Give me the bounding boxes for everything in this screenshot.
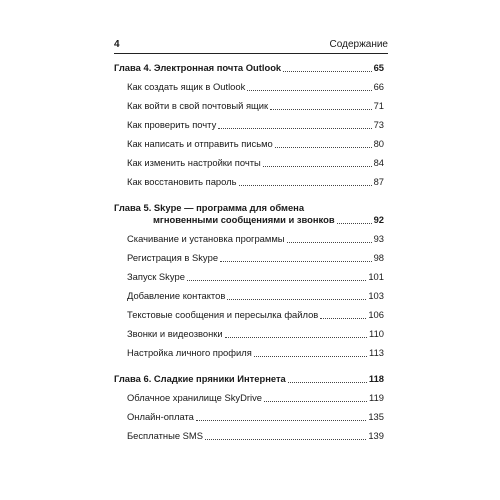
item-page: 103 bbox=[368, 290, 384, 301]
item-title: Как написать и отправить письмо bbox=[127, 138, 273, 149]
item-page: 73 bbox=[373, 119, 384, 130]
chapter-title-line-1: Глава 5. Skype — программа для обмена bbox=[114, 202, 305, 213]
item-page: 66 bbox=[373, 81, 384, 92]
item-page: 106 bbox=[368, 309, 384, 320]
dot-leader bbox=[205, 439, 366, 440]
chapter-title-line-2: мгновенными сообщениями и звонков bbox=[153, 214, 335, 225]
toc-item[interactable] bbox=[114, 100, 384, 112]
item-page: 84 bbox=[373, 157, 384, 168]
toc-item[interactable] bbox=[114, 157, 384, 169]
item-page: 101 bbox=[368, 271, 384, 282]
dot-leader bbox=[247, 90, 371, 91]
toc-chapter-6[interactable] bbox=[114, 373, 384, 385]
toc-item[interactable] bbox=[114, 430, 384, 442]
toc-item[interactable] bbox=[114, 392, 384, 404]
item-page: 139 bbox=[368, 430, 384, 441]
item-title: Онлайн-оплата bbox=[127, 411, 194, 422]
toc-item[interactable] bbox=[114, 347, 384, 359]
item-page: 71 bbox=[373, 100, 384, 111]
dot-leader bbox=[270, 109, 371, 110]
toc-item[interactable] bbox=[114, 309, 384, 321]
dot-leader bbox=[337, 223, 372, 224]
item-title: Как восстановить пароль bbox=[127, 176, 237, 187]
table-of-contents bbox=[114, 58, 384, 442]
toc-item[interactable] bbox=[114, 328, 384, 340]
item-title: Как проверить почту bbox=[127, 119, 217, 130]
dot-leader bbox=[239, 185, 372, 186]
toc-item[interactable] bbox=[114, 233, 384, 245]
running-header bbox=[114, 38, 388, 52]
toc-item[interactable] bbox=[114, 290, 384, 302]
dot-leader bbox=[263, 166, 372, 167]
chapter-title bbox=[114, 202, 335, 226]
dot-leader bbox=[264, 401, 367, 402]
toc-item[interactable] bbox=[114, 176, 384, 188]
item-page: 119 bbox=[369, 392, 384, 403]
chapter-page: 92 bbox=[373, 214, 384, 225]
header-divider bbox=[114, 53, 388, 54]
section-title: Содержание bbox=[329, 39, 388, 50]
dot-leader bbox=[225, 337, 367, 338]
item-title: Запуск Skype bbox=[127, 271, 185, 282]
chapter-title: Глава 4. Электронная почта Outlook bbox=[114, 62, 282, 73]
item-title: Как создать ящик в Outlook bbox=[127, 81, 246, 92]
toc-item[interactable] bbox=[114, 411, 384, 423]
page-number: 4 bbox=[114, 39, 120, 50]
item-title: Текстовые сообщения и пересылка файлов bbox=[127, 309, 319, 320]
item-title: Облачное хранилище SkyDrive bbox=[127, 392, 262, 403]
dot-leader bbox=[254, 356, 367, 357]
item-page: 87 bbox=[373, 176, 384, 187]
item-title: Как изменить настройки почты bbox=[127, 157, 261, 168]
item-page: 80 bbox=[373, 138, 384, 149]
dot-leader bbox=[283, 71, 371, 72]
item-title: Добавление контактов bbox=[127, 290, 226, 301]
toc-chapter-5[interactable] bbox=[114, 202, 384, 226]
toc-item[interactable] bbox=[114, 252, 384, 264]
dot-leader bbox=[320, 318, 366, 319]
dot-leader bbox=[218, 128, 371, 129]
toc-item[interactable] bbox=[114, 271, 384, 283]
item-page: 110 bbox=[369, 328, 384, 339]
item-title: Как войти в свой почтовый ящик bbox=[127, 100, 269, 111]
chapter-page: 65 bbox=[373, 62, 384, 73]
item-page: 98 bbox=[373, 252, 384, 263]
dot-leader bbox=[227, 299, 366, 300]
item-title: Скачивание и установка программы bbox=[127, 233, 285, 244]
dot-leader bbox=[220, 261, 372, 262]
item-page: 135 bbox=[368, 411, 384, 422]
dot-leader bbox=[196, 420, 366, 421]
toc-item[interactable] bbox=[114, 81, 384, 93]
dot-leader bbox=[187, 280, 366, 281]
toc-chapter-4[interactable] bbox=[114, 62, 384, 74]
dot-leader bbox=[287, 242, 372, 243]
item-page: 113 bbox=[369, 347, 384, 358]
dot-leader bbox=[275, 147, 372, 148]
dot-leader bbox=[288, 382, 367, 383]
toc-item[interactable] bbox=[114, 138, 384, 150]
item-title: Регистрация в Skype bbox=[127, 252, 219, 263]
toc-item[interactable] bbox=[114, 119, 384, 131]
item-page: 93 bbox=[373, 233, 384, 244]
chapter-title: Глава 6. Сладкие пряники Интернета bbox=[114, 373, 286, 384]
chapter-page: 118 bbox=[368, 373, 384, 384]
item-title: Настройка личного профиля bbox=[127, 347, 252, 358]
item-title: Звонки и видеозвонки bbox=[127, 328, 223, 339]
item-title: Бесплатные SMS bbox=[127, 430, 203, 441]
